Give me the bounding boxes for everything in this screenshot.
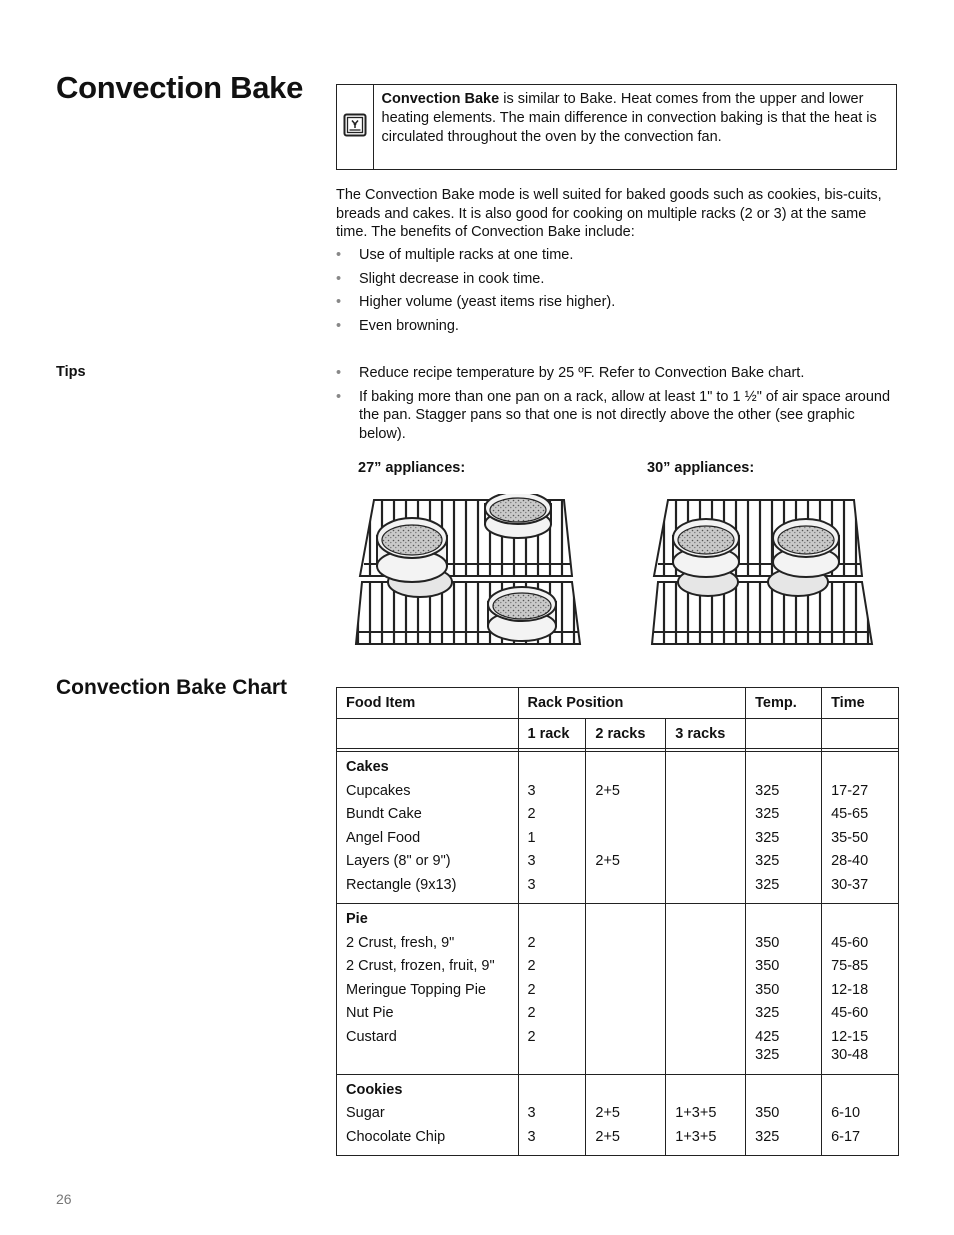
intro-body: is similar to Bake. Heat comes from the upper and lower heating elements. The main difference in convection baking is that the heat is circulated throughout the oven by the convection fan.	[381, 91, 877, 145]
cell-value: 325	[755, 829, 780, 846]
table-cell-temp	[746, 752, 822, 904]
pan	[773, 519, 839, 577]
tips-list	[336, 364, 901, 448]
header-time: Time	[822, 688, 899, 719]
cell-value	[595, 932, 656, 956]
intro-box	[336, 84, 897, 170]
table-cell-r3	[666, 752, 746, 904]
spacer	[831, 908, 889, 932]
cell-value	[675, 780, 736, 804]
cell-value: Bundt Cake	[346, 806, 422, 822]
cell-value: 1	[527, 829, 536, 846]
spacer	[675, 1079, 736, 1103]
label-27-appliances: 27” appliances:	[358, 460, 466, 476]
cell-value: 2	[527, 981, 536, 998]
cell-value	[675, 827, 736, 851]
table-cell-r2	[586, 1074, 666, 1156]
spacer	[831, 756, 889, 780]
cell-value	[595, 827, 656, 851]
table-cell-item	[337, 904, 519, 1075]
spacer	[595, 756, 656, 780]
cell-value: 325	[755, 1047, 780, 1063]
tips-label: Tips	[56, 364, 86, 380]
table-section	[337, 1074, 899, 1156]
cell-value: 3	[527, 1128, 536, 1145]
cell-value: 3	[527, 876, 536, 893]
cell-value: 2+5	[595, 1105, 620, 1121]
cell-value: Angel Food	[346, 829, 421, 846]
table-cell-time	[822, 904, 899, 1075]
header-blank	[337, 719, 519, 749]
cell-value	[595, 803, 656, 827]
page-title: Convection Bake	[56, 70, 304, 105]
spacer	[528, 756, 577, 780]
cell-value: 45-65	[831, 806, 869, 822]
cell-value: 2+5	[595, 1128, 620, 1145]
intro-icon-cell	[337, 85, 374, 169]
table-cell-r1	[518, 1074, 586, 1156]
convection-fan-icon	[343, 113, 367, 142]
list-item: • Even browning.	[336, 317, 615, 336]
table-cell-time	[822, 1074, 899, 1156]
benefits-list	[336, 246, 615, 340]
pan	[488, 587, 556, 641]
cell-value: 350	[755, 958, 780, 974]
cell-value: 30-37	[831, 876, 869, 893]
cell-value: 12-15	[831, 1028, 869, 1045]
label-30-appliances: 30” appliances:	[647, 460, 755, 476]
cell-value: 325	[755, 1005, 780, 1021]
header-blank	[822, 719, 899, 749]
cell-value	[675, 979, 736, 1003]
cell-value	[595, 955, 656, 979]
table-cell-time	[822, 752, 899, 904]
cell-value	[675, 1044, 736, 1068]
table-cell-r3	[666, 904, 746, 1075]
cell-value: 28-40	[831, 853, 869, 869]
cell-value: 325	[755, 806, 780, 822]
cell-value: 30-48	[831, 1047, 869, 1063]
list-item: • Reduce recipe temperature by 25 ºF. Refer to Convection Bake chart.	[336, 364, 901, 383]
spacer	[755, 1079, 812, 1103]
pan	[485, 494, 551, 538]
cell-value: 325	[755, 1128, 780, 1145]
cell-value	[675, 932, 736, 956]
cell-value: 75-85	[831, 958, 869, 974]
cell-value: 1+3+5	[675, 1105, 717, 1121]
list-item: • Use of multiple racks at one time.	[336, 246, 615, 265]
cell-value: 1+3+5	[675, 1128, 717, 1145]
table-body	[337, 752, 899, 1156]
table-cell-item	[337, 1074, 519, 1156]
convection-bake-table	[336, 687, 899, 1156]
cell-value: 35-50	[831, 829, 869, 846]
cell-value: 45-60	[831, 934, 869, 951]
cell-value: 2	[527, 934, 536, 951]
table-cell-r2	[586, 752, 666, 904]
spacer	[595, 908, 656, 932]
cell-value: Nut Pie	[346, 1005, 394, 1021]
description-paragraph: The Convection Bake mode is well suited for baked goods such as cookies, bis-cuits, breads and cakes. It is also good for cooking on multiple racks (2 or 3) at the same time. The benefits of Convection Bake include:	[336, 187, 882, 240]
cell-value: 12-18	[831, 981, 869, 998]
cell-value: 6-10	[831, 1105, 861, 1121]
intro-text	[374, 85, 896, 169]
cell-value: Cupcakes	[346, 782, 411, 799]
cell-value: 2 Crust, frozen, fruit, 9"	[346, 958, 495, 974]
cell-value: Rectangle (9x13)	[346, 876, 457, 893]
table-section	[337, 904, 899, 1075]
spacer	[755, 756, 812, 780]
rack-diagram-27	[352, 494, 582, 650]
pan	[673, 519, 739, 577]
spacer	[528, 1079, 577, 1103]
cell-value: 17-27	[831, 782, 869, 799]
list-item: • If baking more than one pan on a rack, allow at least 1" to 1 ½" of air space around the pan. Stagger pans so that one is not directly above the other (see graphic below).	[336, 388, 901, 444]
cell-value: 350	[755, 981, 780, 998]
table-cell-r1	[518, 752, 586, 904]
table-cell-temp	[746, 904, 822, 1075]
intro-bold: Convection Bake	[381, 91, 500, 107]
cell-value: 3	[527, 782, 536, 799]
cell-value	[675, 803, 736, 827]
cell-value: 3	[527, 1105, 536, 1121]
cell-value: Meringue Topping Pie	[346, 981, 486, 998]
cell-value: 425	[755, 1028, 780, 1045]
cell-value: 325	[755, 853, 780, 869]
cell-value: 350	[755, 1105, 780, 1121]
table-cell-temp	[746, 1074, 822, 1156]
header-rack-position: Rack Position	[518, 688, 746, 719]
cell-value	[595, 1002, 656, 1026]
header-blank	[746, 719, 822, 749]
cell-value: 2	[527, 806, 536, 822]
cell-value: 2	[527, 1005, 536, 1021]
cell-value: 45-60	[831, 1005, 869, 1021]
spacer	[595, 1079, 656, 1103]
cell-value	[675, 874, 736, 898]
table-cell-item	[337, 752, 519, 904]
cell-value	[675, 850, 736, 874]
cell-value: 2+5	[595, 782, 620, 799]
category-label: Cookies	[346, 1081, 403, 1098]
cell-value: 325	[755, 876, 780, 893]
cell-value: 2 Crust, fresh, 9"	[346, 934, 455, 951]
cell-value: Sugar	[346, 1105, 385, 1121]
table-cell-r1	[518, 904, 586, 1075]
header-temp: Temp.	[746, 688, 822, 719]
spacer	[528, 908, 577, 932]
chart-title: Convection Bake Chart	[56, 676, 288, 699]
table-cell-r2	[586, 904, 666, 1075]
header-3-racks: 3 racks	[666, 719, 746, 749]
cell-value	[675, 1002, 736, 1026]
cell-value: 350	[755, 934, 780, 951]
list-item: • Higher volume (yeast items rise higher).	[336, 293, 615, 312]
spacer	[831, 1079, 889, 1103]
category-label: Cakes	[346, 759, 389, 775]
page-number: 26	[56, 1191, 72, 1207]
header-food-item: Food Item	[337, 688, 519, 719]
cell-value: Custard	[346, 1028, 397, 1045]
cell-value: 2+5	[595, 853, 620, 869]
cell-value: Layers (8" or 9")	[346, 853, 451, 869]
table-cell-r3	[666, 1074, 746, 1156]
cell-value: 2	[527, 1028, 536, 1045]
table-section	[337, 752, 899, 904]
pan	[377, 518, 452, 597]
category-label: Pie	[346, 911, 368, 927]
header-2-racks: 2 racks	[586, 719, 666, 749]
spacer	[675, 908, 736, 932]
cell-value: Chocolate Chip	[346, 1128, 446, 1145]
cell-value	[675, 955, 736, 979]
cell-value: 2	[527, 958, 536, 974]
cell-value: 6-17	[831, 1128, 861, 1145]
header-1-rack: 1 rack	[518, 719, 586, 749]
cell-value	[595, 1044, 656, 1068]
cell-value	[595, 874, 656, 898]
list-item: • Slight decrease in cook time.	[336, 270, 615, 289]
cell-value: 3	[527, 853, 536, 869]
rack-diagram-30	[646, 494, 876, 650]
spacer	[675, 756, 736, 780]
cell-value: 325	[755, 782, 780, 799]
cell-value	[595, 979, 656, 1003]
spacer	[755, 908, 812, 932]
